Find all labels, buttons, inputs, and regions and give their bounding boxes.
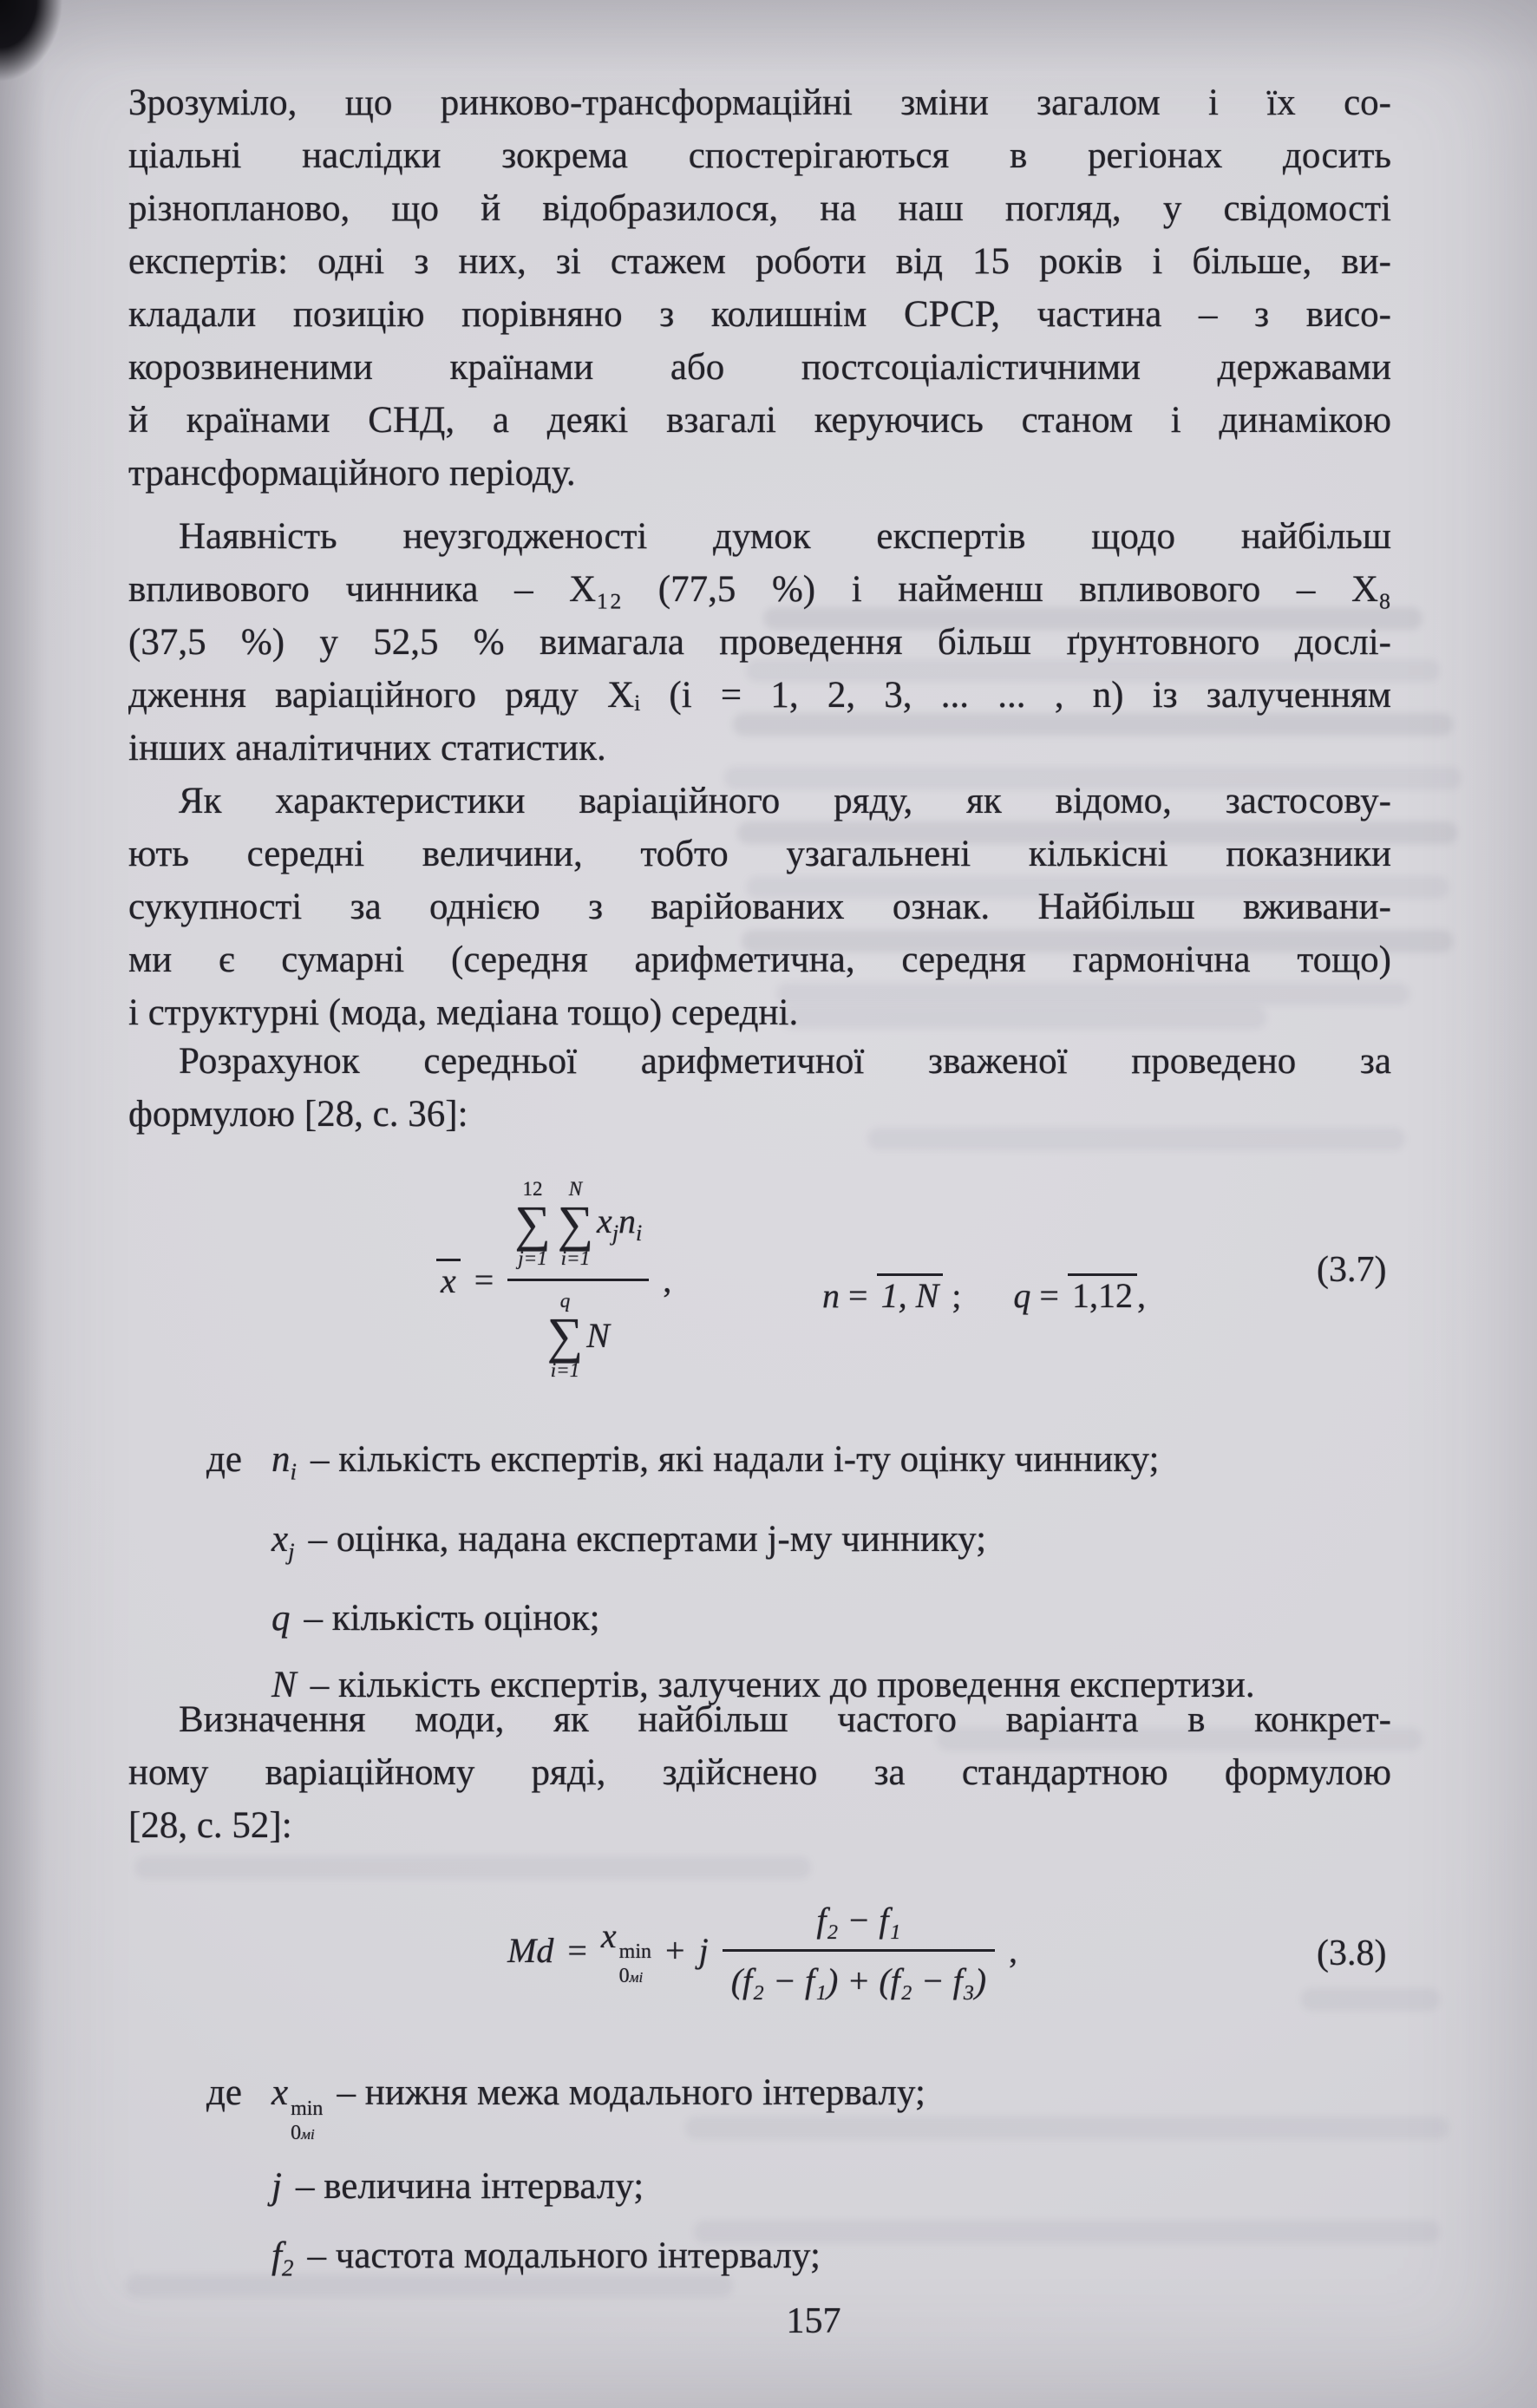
text-column [128,0,1391,2408]
definition-item [128,1433,1391,1499]
text-line: ному варіаційному ряді, здійснено за стандартною формулою [128,1752,1391,1793]
text-line: різнопланово, що й відобразилося, на наш погляд, у свідомості [128,188,1391,229]
definition-term: q [271,1598,291,1639]
definition-text: – нижня межа модального інтервалу; [337,2072,925,2113]
text-line: впливового чинника – Х₁₂ (77,5 %) і найменш впливового – Х₈ [128,569,1391,610]
interval-size-symbol: j [698,1931,709,1970]
summand: $x_jn_i$ [597,1201,643,1247]
comma: , [663,1260,672,1299]
formula-3-7 [128,1162,1391,1431]
definition-text: – кількість експертів, які надали і-ту оцінку чиннику; [311,1439,1160,1480]
range-q: q = 1,12 , [1013,1273,1146,1316]
text-line: корозвиненими країнами або постсоціалістичними державами [128,347,1391,388]
definition-lead: де [206,1439,242,1480]
text-line: Зрозуміло, що ринково-трансформаційні зміни загалом і їх со- [128,82,1391,123]
definition-text: – величина інтервалу; [295,2166,644,2207]
definition-text: – кількість оцінок; [304,1598,600,1639]
text-line: Наявність неузгодженості думок експертів щодо найбільш [179,516,1391,557]
formula-3-8 [128,1891,1391,2082]
text-line: Розрахунок середньої арифметичної зваженої проведено за [179,1041,1391,1082]
definition-item [128,2066,1391,2143]
text-line: інших аналітичних статистик. [128,728,606,769]
range-n: n = 1, N ; [822,1273,961,1316]
text-line: ми є сумарні (середня арифметична, середня гармонічна тощо) [128,939,1391,980]
comma: , [1009,1931,1018,1970]
definition-term: N [271,1665,297,1706]
mode-symbol: Md [507,1931,554,1970]
sum-operator: 12 ∑ j=1 [514,1178,551,1270]
text-line: й країнами СНД, а деякі взагалі керуючись станом і динамікою [128,400,1391,441]
definition-item [128,1592,1391,1645]
definition-term: $x_j$ [271,1518,295,1565]
text-line: дження варіаційного ряду Хᵢ (i = 1, 2, 3, ... ... , n) із залученням [128,675,1391,716]
definition-lead: де [206,2072,242,2113]
text-line: кладали позицію порівняно з колишнім СРСР, частина – з висо- [128,294,1391,335]
text-line: сукупності за однією з варійованих ознак. Найбільш вживани- [128,887,1391,927]
text-line: Визначення моди, як найбільш частого варіанта в конкрет- [179,1699,1391,1740]
definition-term: $f_2$ [271,2235,294,2281]
scan-corner-artifact [0,0,104,130]
paragraph-mean-intro [128,1035,1391,1141]
text-line: ють середні величини, тобто узагальнені кількісні показники [128,834,1391,874]
definition-item [128,1513,1391,1579]
plus-sign: + [665,1931,685,1970]
definition-term: $n_i$ [271,1439,298,1485]
definition-text: – оцінка, надана експертами j-му чиннику; [308,1518,987,1560]
sum-operator: N ∑ i=1 [557,1178,594,1270]
modal-lower-bound: x min 0мі [600,1915,651,1987]
definitions-list-3-8 [128,2066,1391,2312]
text-line: [28, с. 52]: [128,1805,292,1846]
paragraph-mode-intro [128,1693,1391,1852]
definition-term: j [271,2166,282,2207]
summand: N [586,1316,610,1356]
definitions-list-3-7 [128,1433,1391,1725]
definition-term: x min 0мі [271,2072,324,2144]
paragraph-averages [128,775,1391,1039]
equals-sign: = [567,1931,587,1970]
text-line: експертів: одні з них, зі стажем роботи від 15 років і більше, ви- [128,241,1391,282]
sigma-icon: ∑ [546,1306,584,1364]
page-number: 157 [786,2301,841,2341]
fraction [507,1178,649,1381]
definition-item [128,2160,1391,2213]
text-line: формулою [28, с. 36]: [128,1094,468,1135]
text-line: (37,5 %) у 52,5 % вимагала проведення більш ґрунтовного дослі- [128,622,1391,663]
sum-operator: q ∑ i=1 [546,1289,584,1382]
text-line: трансформаційного періоду. [128,453,576,494]
definition-item [128,2229,1391,2295]
text-line: і структурні (мода, медіана тощо) середні. [128,992,799,1033]
text-line: Як характеристики варіаційного ряду, як відомо, застосову- [179,781,1391,821]
definition-text: – кількість експертів, залучених до проведення експертизи. [310,1665,1255,1706]
equation-number: (3.7) [1317,1250,1387,1290]
sigma-icon: ∑ [514,1195,551,1253]
sigma-icon: ∑ [557,1195,594,1253]
equals-sign: = [474,1260,494,1299]
index-ranges [822,1273,1146,1316]
mean-symbol: x [436,1259,461,1301]
fraction: $\frac{\text{f₂ − f₁}}{\text{(f₂ − f₁) + (f₂ − f₃)}}$ [723,1900,995,2001]
equation-number: (3.8) [1317,1934,1387,1973]
text-line: ціальні наслідки зокрема спостерігаються в регіонах досить [128,135,1391,176]
definition-text: – частота модального інтервалу; [307,2235,821,2276]
paragraph-experts-disagreement [128,510,1391,775]
paragraph-intro [128,76,1391,500]
